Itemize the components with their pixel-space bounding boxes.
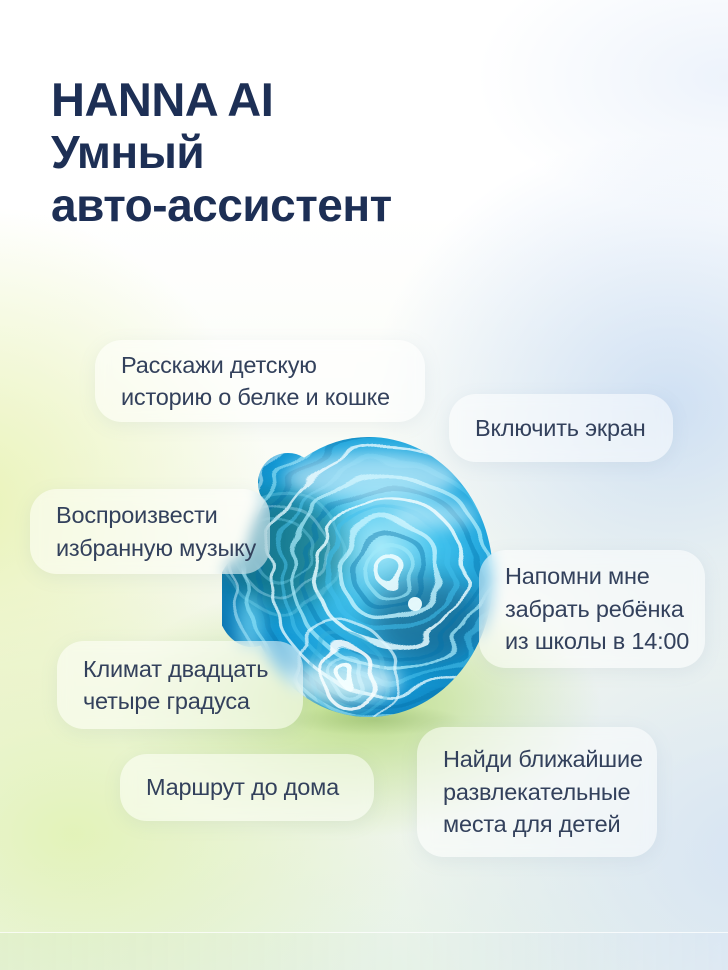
voice-command-bubble-reminder [479,550,705,668]
voice-command-bubble-story [95,340,425,422]
bubble-text-line: четыре градуса [83,688,250,714]
bubble-text-line: развлекательные [443,778,631,805]
subtitle-line-2: авто-ассистент [51,179,392,231]
voice-command-bubble-kids-places [417,727,657,857]
title-block [51,74,392,232]
voice-command-bubble-screen-on [449,394,673,462]
bubble-text-line: Воспроизвести [56,502,218,528]
bubble-text-line: Найди ближайшие [443,746,643,773]
subtitle-line-1: Умный [51,126,205,178]
voice-command-bubble-music [30,489,270,574]
bubble-text-line: Включить экран [475,414,646,441]
bubble-text-line: Климат двадцать [83,655,269,682]
bubble-text-line: Расскажи детскую [121,351,317,378]
bottom-gradient-band [0,932,728,970]
bubble-text-line: избранную музыку [56,534,257,561]
bubble-text-line: Напомни мне [505,563,650,590]
bubble-text-line: места для детей [443,811,621,838]
bubble-text-line: из школы в 14:00 [505,628,690,655]
voice-command-bubble-route-home [120,754,374,821]
voice-command-bubble-climate [57,641,303,729]
bubble-text-line: историю о белке и кошке [121,384,390,410]
bubble-text-line: забрать ребёнка [505,595,684,622]
bubble-text-line: Маршрут до дома [146,774,339,801]
brand-title: HANNA AI [51,73,274,126]
